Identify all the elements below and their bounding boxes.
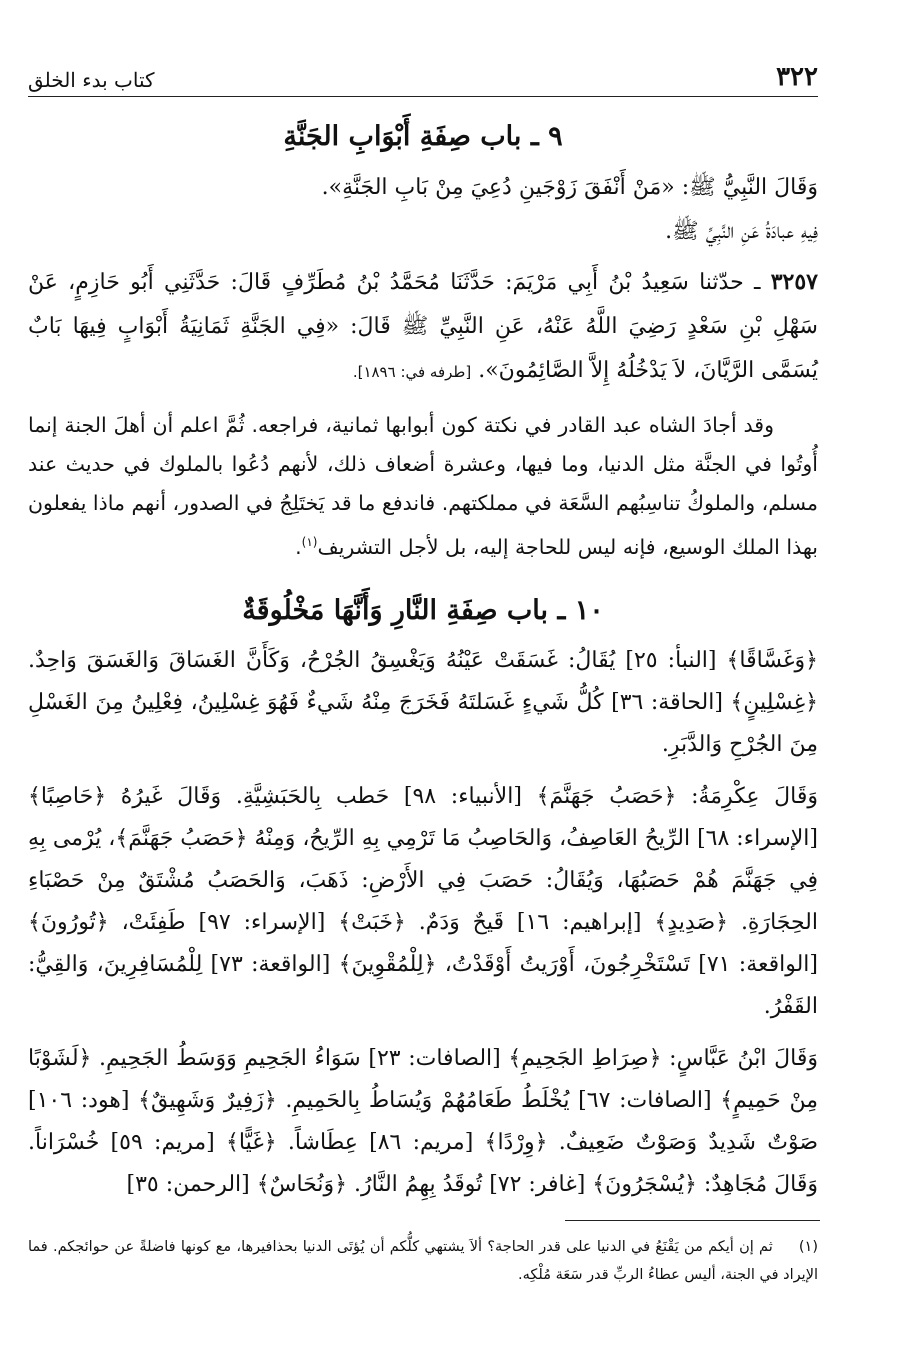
hadith-text: ـ حدّثنا سَعِيدُ بْنُ أَبِي مَرْيَمَ: حَدَّثَنَا مُحَمَّدُ بْنُ مُطَرِّفٍ قَالَ: حَدَّثَنِي أَبُو حَازِمٍ، عَنْ سَهْلِ بْنِ سَعْدٍ رَضِيَ اللَّهُ عَنْهُ، عَنِ النَّبِيِّ ﷺ قَالَ: «فِي الجَنَّةِ ثَمَانِيَةُ أَبْوَابٍ فِيهَا بَابٌ يُسَمَّى الرَّيَّانَ، لاَ يَدْخُلُهُ إِلاَّ الصَّائِمُونَ». [28, 270, 818, 384]
section-10-heading: ١٠ ـ باب صِفَةِ النَّارِ وَأَنَّهَا مَخْلُوقَةٌ [242, 594, 604, 626]
section-10-paragraph-3: وَقَالَ ابْنُ عَبَّاسٍ: ﴿صِرَاطِ الجَحِيمِ﴾ [الصافات: ٢٣] سَوَاءُ الجَحِيمِ وَوَسَطُ الجَحِيمِ. ﴿لَشَوْبًا مِنْ حَمِيمٍ﴾ [الصافات: ٦٧] يُخْلَطُ طَعَامُهُمْ وَيُسَاطُ بِالحَمِيمِ. ﴿زَفِيرٌ وَشَهِيقٌ﴾ [هود: ١٠٦] صَوْتٌ شَدِيدٌ وَصَوْتٌ ضَعِيفٌ. ﴿وِرْدًا﴾ [مريم: ٨٦] عِطَاشاً. ﴿غَيًّا﴾ [مريم: ٥٩] خُسْرَاناً. وَقَالَ مُجَاهِدٌ: ﴿يُسْجَرُونَ﴾ [غافر: ٧٢] تُوقَدُ بِهِمُ النَّارُ. ﴿وَنُحَاسٌ﴾ [الرحمن: ٣٥] [28, 1046, 819, 1198]
hadith-3257 [28, 260, 818, 394]
footnote [28, 1233, 818, 1289]
hadith-number: ٣٢٥٧ [770, 269, 818, 296]
section-10-paragraph-2: وَقَالَ عِكْرِمَةُ: ﴿حَصَبُ جَهَنَّمَ﴾ [الأنبياء: ٩٨] حَطب بِالحَبَشِيَّةِ. وَقَالَ غَيرُهُ ﴿حَاصِبًا﴾ [الإسراء: ٦٨] الرِّيحُ العَاصِفُ، وَالحَاصِبُ مَا تَرْمِي بِهِ الرِّيحُ، وَمِنْهُ ﴿حَصَبُ جَهَنَّمَ﴾، يُرْمى بِهِ فِي جَهَنَّمَ هُمْ حَصَبُهَا، وَيُقَالُ: حَصَبَ فِي الأَرْضِ: ذَهَبَ، وَالحَصَبُ مُشْتَقٌ مِنْ حَصْبَاءِ الحِجَارَةِ. ﴿صَدِيدٍ﴾ [إبراهيم: ١٦] قَيحٌ وَدَمٌ. ﴿خَبَتْ﴾ [الإسراء: ٩٧] طَفِئَتْ، ﴿تُورُونَ﴾ [الواقعة: ٧١] تَسْتَخْرِجُونَ، أَوْرَيتُ أَوْقَدْتُ، ﴿لِلْمُقْوِينَ﴾ [الواقعة: ٧٣] لِلْمُسَافِرِينَ، وَالقِيُّ: القَفْرُ. [28, 784, 819, 1020]
section-9-heading: ٩ ـ باب صِفَةِ أَبْوَابِ الجَنَّةِ [283, 121, 563, 152]
running-head [28, 52, 818, 97]
page-number: ٣٢٢ [776, 62, 818, 92]
commentary [28, 406, 818, 567]
page [28, 52, 818, 1206]
commentary-text: وقد أجادَ الشاه عبد القادر في نكتة كون أبوابها ثمانية، فراجعه. ثُمَّ اعلم أن أهلَ الجنة إنما أُوتُوا في الجنَّة مثل الدنيا، وما فيها، وعشرة أضعاف ذلك، لأنهم دُعُوا بالملوك في حديث عند مسلم، والملوكُ تناسِبُهم السَّعَة في مملكتهم. فاندفع ما قد يَختَلِجُ في الصدور، أنهم ماذا يفعلون بهذا الملك الوسيع، فإنه ليس للحاجة إليه، بل لأجل التشريف [28, 413, 818, 559]
footnote-marker: (١) [301, 535, 318, 550]
hadith-reference: [طرفه في: ١٨٩٦]. [352, 363, 472, 382]
footnote-number: (١) [798, 1239, 818, 1255]
footnote-text: ثم إن أيكم من يَقْنَعُ في الدنيا على قدر الحاجة؟ ألاَ يشتهي كلُّكم أن يُؤتَى الدنيا بحذافيرها، مع كونها فاضلةً عن حوائجكم. فما الإيراد في الجنة، أليس عطاءُ الربِّ قدر سَعَة مُلْكِه. [28, 1239, 818, 1283]
footnote-rule [565, 1220, 820, 1221]
section-9-intro-line-2: فِيهِ عبادَةُ عَنِ النَّبِيِّ ﷺ. [665, 219, 818, 245]
section-9-intro-line-1: وَقَالَ النَّبِيُّ ﷺ: «مَنْ أَنْفَقَ زَوْجَينِ دُعِيَ مِنْ بَابِ الجَنَّةِ». [321, 175, 818, 201]
book-title: كتاب بدء الخلق [28, 68, 155, 92]
section-10-paragraph-1: ﴿وَغَسَّاقًا﴾ [النبأ: ٢٥] يُقَالُ: غَسَقَتْ عَيْنُهُ وَيَغْسِقُ الجُرْحُ، وَكَأَنَّ الغَسَاقَ وَالغَسَقَ وَاحِدٌ. ﴿غِسْلِينٍ﴾ [الحاقة: ٣٦] كُلُّ شَيءٍ غَسَلتَهُ فَخَرَجَ مِنْهُ شَيءٌ فَهُوَ غِسْلِينُ، فِعْلِينُ مِنَ الغَسْلِ مِنَ الجُرْحِ وَالدَّبَرِ. [28, 648, 818, 758]
commentary-end: . [295, 534, 302, 559]
